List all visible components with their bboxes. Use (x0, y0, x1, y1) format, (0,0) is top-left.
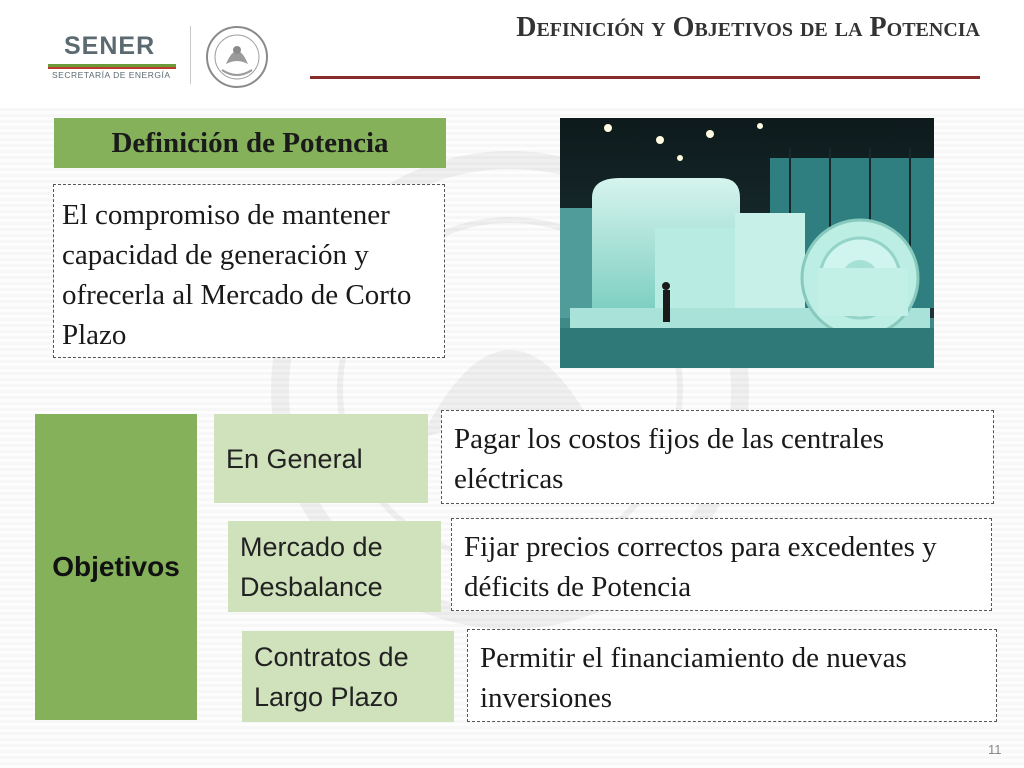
logo-subtitle: SECRETARÍA DE ENERGÍA (52, 70, 171, 80)
mexico-seal-icon (204, 24, 270, 90)
title-rule (310, 76, 980, 79)
objective-description-largo-plazo: Permitir el financiamiento de nuevas inversiones (467, 629, 997, 722)
page-number: 11 (988, 742, 1002, 757)
logo-text: SENER (64, 32, 156, 60)
objective-category-largo-plazo: Contratos de Largo Plazo (242, 631, 454, 722)
objectives-label: Objetivos (35, 414, 197, 720)
sener-logo (44, 20, 284, 90)
power-plant-photo (560, 118, 934, 368)
logo-divider (190, 26, 191, 84)
objective-category-desbalance: Mercado de Desbalance (228, 521, 441, 612)
logo-red-line (48, 67, 176, 69)
objective-description-desbalance: Fijar precios correctos para excedentes y déficits de Potencia (451, 518, 992, 611)
objective-category-general: En General (214, 414, 428, 503)
page-title: Definición y Objetivos de la Potencia (516, 12, 980, 43)
definition-heading: Definición de Potencia (54, 118, 446, 168)
definition-text: El compromiso de mantener capacidad de generación y ofrecerla al Mercado de Corto Plazo (53, 184, 445, 358)
objective-description-general: Pagar los costos fijos de las centrales eléctricas (441, 410, 994, 504)
